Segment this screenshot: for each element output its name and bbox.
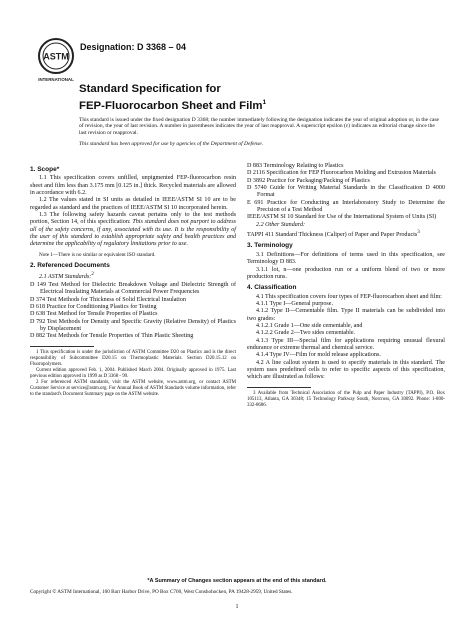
- paragraph: 4.1 This specification covers four types of FEP-fluorocarbon sheet and film:: [256, 293, 442, 300]
- list-item: D 3892 Practice for Packaging/Packing of Plastics: [247, 177, 370, 184]
- paragraph: 4.1.2.1 Grade 1—One side cementable, and: [256, 322, 363, 329]
- list-item: D 618 Practice for Conditioning Plastics for Testing: [30, 303, 157, 310]
- paragraph: 4.1.2 Type II—Cementable film. Type II materials can be subdivided into two grades:: [247, 308, 445, 322]
- astm-logo-icon: [34, 36, 78, 84]
- list-item: D 374 Test Methods for Thickness of Solid Electrical Insulation: [30, 296, 186, 303]
- list-item: D 5740 Guide for Writing Material Standards in the Classification D 4000 Format: [247, 185, 445, 199]
- note: Note 1—There is no similar or equivalent ISO standard.: [39, 251, 156, 258]
- footnote: 1 This specification is under the jurisdiction of ASTM Committee D20 on Plastics and is the direct responsibility of Subcommittee D20.15 on Thermoplastic Materials. Section D20.15.12 on Fluoropolymers.: [30, 349, 236, 367]
- paragraph: 4.1.1 Type I—General purpose.: [256, 300, 333, 307]
- list-item: D 883 Terminology Relating to Plastics: [247, 163, 344, 169]
- list-item: D 882 Test Methods for Tensile Properties of Thin Plastic Sheeting: [30, 333, 194, 340]
- section-heading-references: 2. Referenced Documents: [30, 262, 110, 270]
- paragraph: 1.3 The following safety hazards caveat pertains only to the test methods portion, Section 14, of this specification: This standard does not purport to address all of the safety concerns, if any, associated with its use. It is the responsibility of the user of this standard to establish appropriate safety and health practices and determine the applicability of regulatory limitations prior to use.: [30, 212, 236, 248]
- footnote: 3 Available from Technical Association of the Pulp and Paper Industry (TAPPI), P.O. Box 105113, Atlanta, GA 30348; 15 Technology Parkway South, Norcross, GA 30092. Phone: 1-800-332-8686.: [247, 390, 445, 408]
- summary-note: *A Summary of Changes section appears at the end of this standard.: [147, 578, 327, 584]
- list-item: TAPPI 411 Standard Thickness (Caliper) of Paper and Paper Products$^3$: [247, 229, 420, 239]
- section-heading-scope: 1. Scope*: [30, 166, 60, 173]
- section-heading-terminology: 3. Terminology: [247, 242, 293, 250]
- footnote-divider: [247, 387, 311, 388]
- copyright: Copyright © ASTM International, 100 Barr Harbor Drive, PO Box C700, West Conshohocken, PA 19428-2959, United States.: [30, 589, 293, 595]
- list-item: D 792 Test Methods for Density and Specific Gravity (Relative Density) of Plastics by Displacement: [30, 318, 236, 332]
- list-item: IEEE/ASTM SI 10 Standard for Use of the International System of Units (SI): [247, 214, 437, 221]
- paragraph: 4.1.4 Type IV—Film for mold release applications.: [256, 352, 381, 359]
- subheading: 2.1 ASTM Standards:$^2$: [39, 271, 94, 281]
- subheading: 2.2 Other Standard:: [256, 221, 306, 228]
- section-heading-classification: 4. Classification: [247, 284, 297, 292]
- paragraph: 3.1.1 lot, n—one production run or a uniform blend of two or more production runs.: [247, 266, 445, 280]
- title-line-1: Standard Specification for: [79, 83, 221, 95]
- list-item: E 691 Practice for Conducting an Interlaboratory Study to Determine the Precision of a Test Method: [247, 199, 445, 214]
- list-item: D 149 Test Method for Dielectric Breakdown Voltage and Dielectric Strength of Electrical Insulating Materials at Commercial Power Frequencies: [30, 281, 236, 296]
- left-column: [30, 163, 236, 398]
- right-column: [247, 163, 445, 409]
- footnote: 2 For referenced ASTM standards, visit the ASTM website, www.astm.org, or contact ASTM Customer Service at service@astm.org. For Annual Book of ASTM Standards volume information, refer to the standard's Document Summary page on the ASTM website.: [30, 379, 236, 397]
- svg-text:ASTM: ASTM: [43, 51, 69, 62]
- issued-note: This standard is issued under the fixed designation D 3368; the number immediately following the designation indicates the year of original adoption or, in the case of revision, the year of last revision. A number in parentheses indicates the year of last reapproval. A superscript epsilon (ε) indicates an editorial change since the last revision or reapproval.: [79, 117, 439, 136]
- approved-note: This standard has been approved for use by agencies of the Department of Defense.: [79, 141, 264, 147]
- page-number: 1: [235, 604, 239, 610]
- list-item: D 2116 Specification for FEP Fluorocarbon Molding and Extrusion Materials: [247, 170, 436, 177]
- paragraph: 1.1 This specification covers unfilled, unpigmented FEP-fluorocarbon resin sheet and film less than 3.175 mm [0.125 in.] thick. Recycled materials are allowed in accordance with 6.2.: [30, 175, 236, 197]
- title-line-2: FEP-Fluorocarbon Sheet and Film$^1$: [79, 99, 267, 112]
- list-item: D 638 Test Method for Tensile Properties of Plastics: [30, 311, 158, 318]
- footnote: Current edition approved Feb. 1, 2004. Published March 2004. Originally approved in 1975. Last previous edition approved in 1999 as D 3368 - 99.: [30, 367, 236, 379]
- footnote-divider: [30, 346, 94, 347]
- paragraph: 1.2 The values stated in SI units as detailed in IEEE/ASTM SI 10 are to be regarded as standard and the practices of IEEE/ASTM SI 10 incorporated herein.: [30, 197, 236, 211]
- paragraph: 4.1.3 Type III—Special film for applications requiring unusual flexural endurance or extreme thermal and chemical service.: [247, 337, 445, 351]
- designation: Designation: D 3368 – 04: [80, 42, 187, 52]
- document-title: [79, 82, 266, 113]
- paragraph: 4.1.2.2 Grade 2—Two sides cementable.: [256, 330, 356, 337]
- paragraph: 4.2 A line callout system is used to specify materials in this standard. The system uses predefined cells to refer to specific aspects of this specification, which are illustrated as follows:: [247, 359, 445, 381]
- svg-text:INTERNATIONAL: INTERNATIONAL: [38, 77, 74, 82]
- paragraph: 3.1 Definitions—For definitions of terms used in this specification, see Terminology D 883.: [247, 251, 445, 266]
